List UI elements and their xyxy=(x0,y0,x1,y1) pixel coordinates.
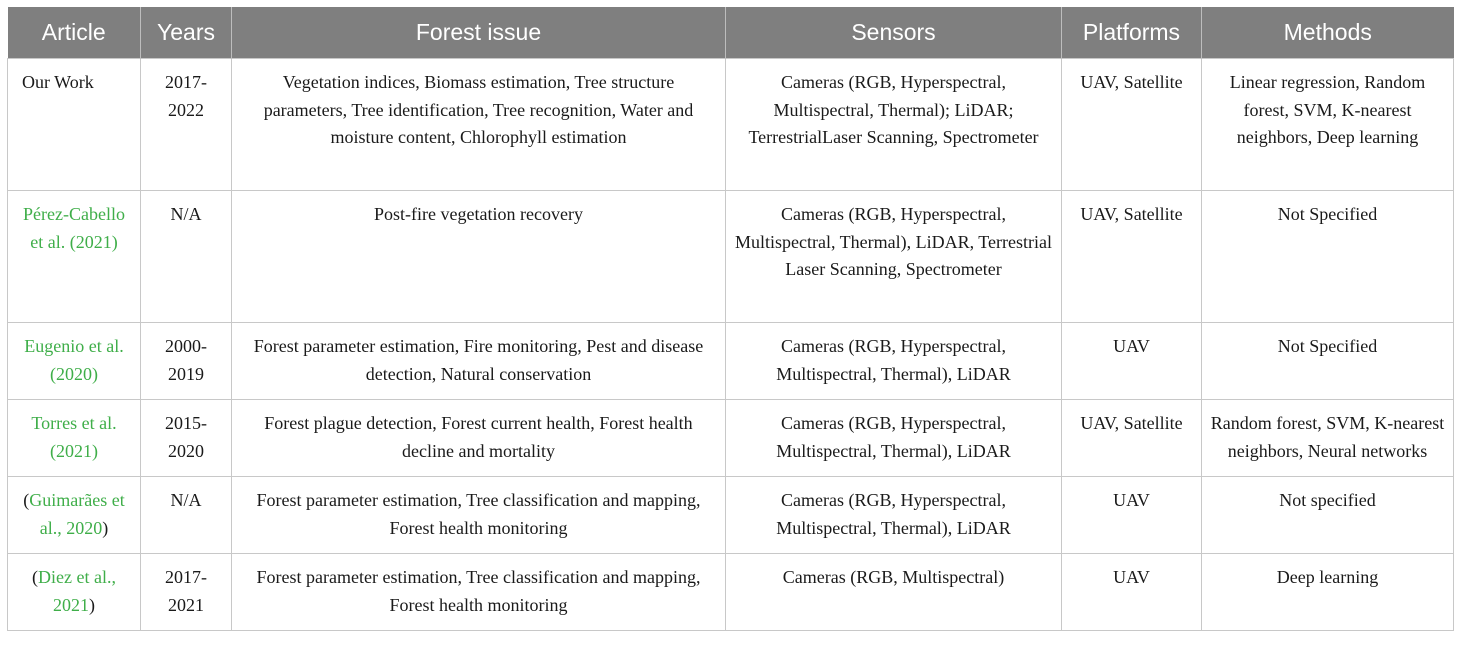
header-methods: Methods xyxy=(1202,7,1454,59)
table-body xyxy=(8,59,1454,631)
cell-methods: Not specified xyxy=(1202,477,1454,554)
paren-open: ( xyxy=(32,567,39,587)
cell-platforms: UAV, Satellite xyxy=(1062,400,1202,477)
article-text: Our Work xyxy=(22,72,94,92)
table-row xyxy=(8,554,1454,631)
header-sensors: Sensors xyxy=(726,7,1062,59)
cell-forest-issue: Forest parameter estimation, Tree classification and mapping, Forest health monitoring xyxy=(232,554,726,631)
cell-methods: Not Specified xyxy=(1202,191,1454,323)
cell-methods: Deep learning xyxy=(1202,554,1454,631)
cell-forest-issue: Vegetation indices, Biomass estimation, Tree structure parameters, Tree identification, Tree recognition, Water and moisture content, Chlorophyll estimation xyxy=(232,59,726,191)
table-header xyxy=(8,7,1454,59)
table-row xyxy=(8,400,1454,477)
cell-years: 2000-2019 xyxy=(141,323,232,400)
cell-years: 2015-2020 xyxy=(141,400,232,477)
cell-platforms: UAV, Satellite xyxy=(1062,191,1202,323)
header-article: Article xyxy=(8,7,141,59)
cell-methods: Random forest, SVM, K-nearest neighbors, Neural networks xyxy=(1202,400,1454,477)
header-platforms: Platforms xyxy=(1062,7,1202,59)
cell-platforms: UAV xyxy=(1062,477,1202,554)
cell-article xyxy=(8,554,141,631)
cell-article xyxy=(8,400,141,477)
cell-years: N/A xyxy=(141,477,232,554)
cell-forest-issue: Forest plague detection, Forest current health, Forest health decline and mortality xyxy=(232,400,726,477)
cell-years: N/A xyxy=(141,191,232,323)
table-row xyxy=(8,59,1454,191)
cell-platforms: UAV xyxy=(1062,554,1202,631)
cell-forest-issue: Post-fire vegetation recovery xyxy=(232,191,726,323)
cell-platforms: UAV, Satellite xyxy=(1062,59,1202,191)
cell-sensors: Cameras (RGB, Hyperspectral, Multispectral, Thermal), LiDAR xyxy=(726,323,1062,400)
citation-link[interactable]: Torres et al. (2021) xyxy=(31,413,117,461)
comparison-table-container xyxy=(7,7,1453,631)
header-forest-issue: Forest issue xyxy=(232,7,726,59)
cell-article xyxy=(8,59,141,191)
citation-link[interactable]: Guimarães et al., 2020 xyxy=(29,490,125,538)
paren-open: ( xyxy=(23,490,30,510)
cell-forest-issue: Forest parameter estimation, Tree classification and mapping, Forest health monitoring xyxy=(232,477,726,554)
citation-link[interactable]: Eugenio et al. (2020) xyxy=(24,336,124,384)
cell-article xyxy=(8,191,141,323)
comparison-table xyxy=(7,7,1454,631)
cell-sensors: Cameras (RGB, Hyperspectral, Multispectral, Thermal); LiDAR; TerrestrialLaser Scanning, Spectrometer xyxy=(726,59,1062,191)
cell-sensors: Cameras (RGB, Multispectral) xyxy=(726,554,1062,631)
cell-sensors: Cameras (RGB, Hyperspectral, Multispectral, Thermal), LiDAR xyxy=(726,400,1062,477)
cell-platforms: UAV xyxy=(1062,323,1202,400)
header-years: Years xyxy=(141,7,232,59)
cell-sensors: Cameras (RGB, Hyperspectral, Multispectral, Thermal), LiDAR, Terrestrial Laser Scanning, Spectrometer xyxy=(726,191,1062,323)
citation-link[interactable]: Pérez-Cabello et al. (2021) xyxy=(23,204,125,252)
cell-methods: Linear regression, Random forest, SVM, K-nearest neighbors, Deep learning xyxy=(1202,59,1454,191)
cell-article xyxy=(8,477,141,554)
cell-years: 2017-2022 xyxy=(141,59,232,191)
cell-years: 2017-2021 xyxy=(141,554,232,631)
cell-article xyxy=(8,323,141,400)
table-row xyxy=(8,323,1454,400)
paren-close: ) xyxy=(102,517,109,538)
header-row xyxy=(8,7,1454,59)
table-row xyxy=(8,191,1454,323)
paren-close: ) xyxy=(89,594,95,615)
cell-forest-issue: Forest parameter estimation, Fire monitoring, Pest and disease detection, Natural conservation xyxy=(232,323,726,400)
cell-sensors: Cameras (RGB, Hyperspectral, Multispectral, Thermal), LiDAR xyxy=(726,477,1062,554)
table-row xyxy=(8,477,1454,554)
citation-link[interactable]: Diez et al., 2021 xyxy=(38,567,116,615)
cell-methods: Not Specified xyxy=(1202,323,1454,400)
